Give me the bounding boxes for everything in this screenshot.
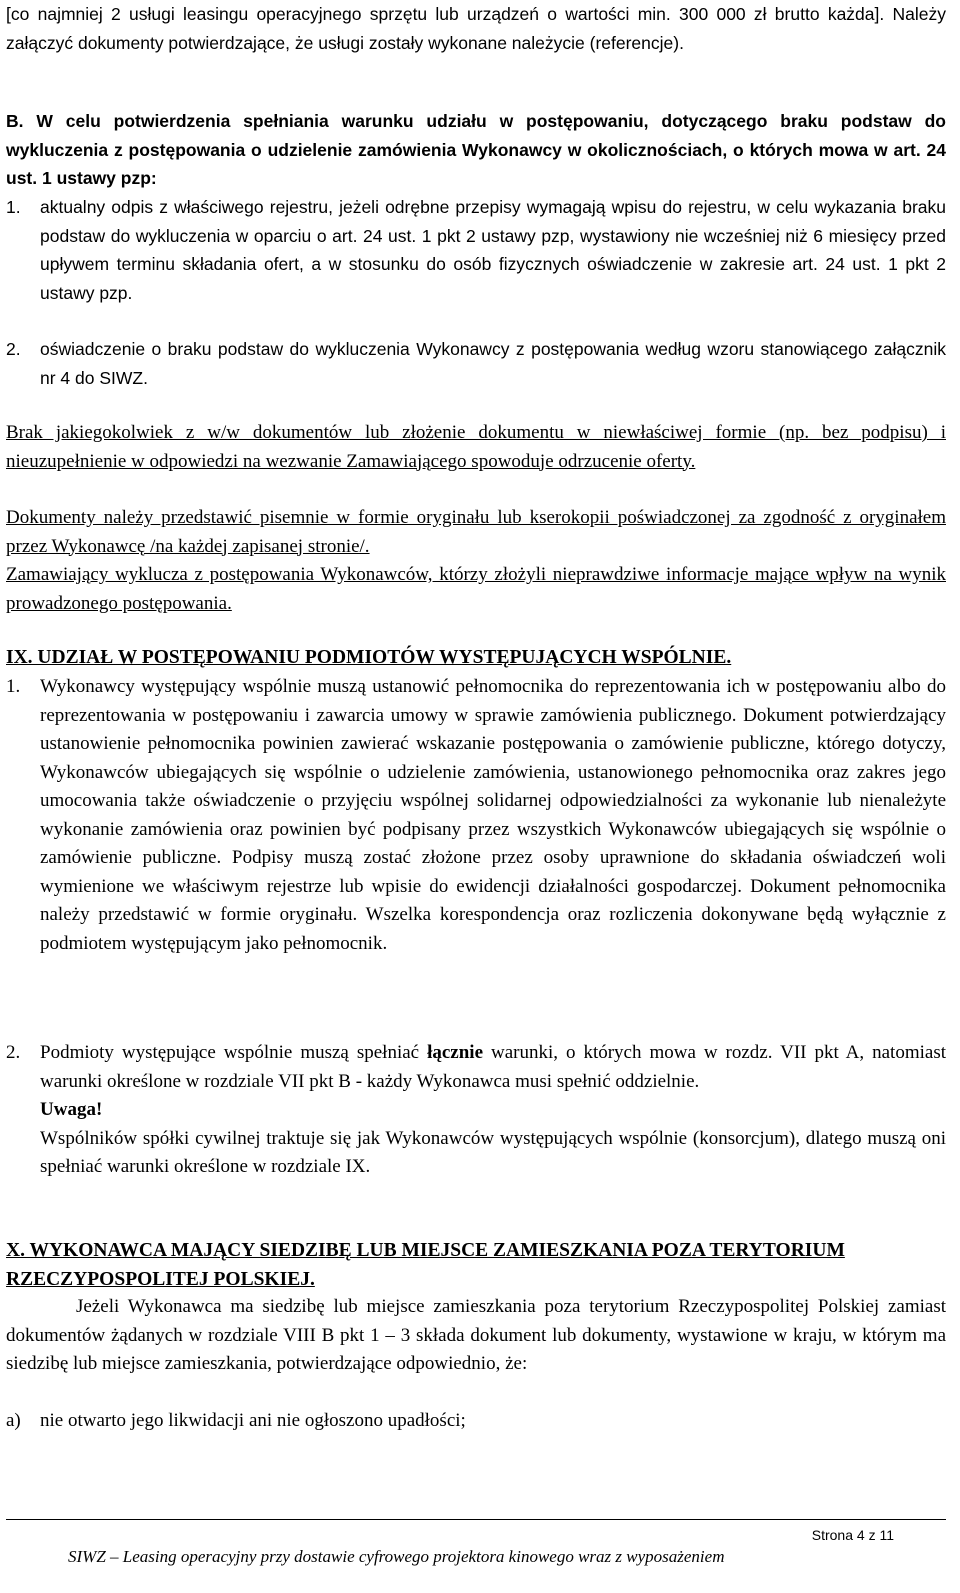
section-ix-item-2-text	[40, 1039, 946, 1096]
section-x-paragraph: Jeżeli Wykonawca ma siedzibę lub miejsce zamieszkania poza terytorium Rzeczypospolitej Polskiej zamiast dokumentów żądanych w rozdziale VIII B pkt 1 – 3 składa dokument lub dokumenty, wystawione w kraju, w którym ma siedzibę lub miejsce zamieszkania, potwierdzające odpowiednio, że:	[6, 1296, 946, 1374]
section-b-item-2-number: 2.	[6, 339, 21, 359]
top-paragraph: [co najmniej 2 usługi leasingu operacyjnego sprzętu lub urządzeń o wartości min. 300 000 zł brutto każda]. Należy załączyć dokumenty potwierdzające, że usługi zostały wykonane należycie (referencje).	[6, 4, 946, 53]
page-number: Strona 4 z 11	[811, 1527, 894, 1543]
warning-text: Wspólników spółki cywilnej traktuje się jak Wykonawców występujących wspólnie (konsorcjum), dlatego muszą oni spełniać warunki określone w rozdziale IX.	[40, 1127, 946, 1177]
section-b-item-1-text: aktualny odpis z właściwego rejestru, jeżeli odrębne przepisy wymagają wpisu do rejestru, w celu wykazania braku podstaw do wykluczenia w oparciu o art. 24 ust. 1 pkt 2 ustawy pzp, wystawiony nie wcześniej niż 6 miesięcy przed upływem terminu składania ofert, a w stosunku do osób fizycznych oświadczenie w zakresie art. 24 ust. 1 pkt 2 ustawy pzp.	[40, 197, 946, 303]
footer-title: SIWZ – Leasing operacyjny przy dostawie cyfrowego projektora kinowego wraz z wyposażeniem	[68, 1547, 725, 1566]
section-x-heading: X. WYKONAWCA MAJĄCY SIEDZIBĘ LUB MIEJSCE ZAMIESZKANIA POZA TERYTORIUM RZECZYPOSPOLITEJ POLSKIEJ.	[6, 1240, 845, 1290]
section-ix-item-2-number: 2.	[6, 1042, 21, 1063]
section-ix-item-1-text: Wykonawcy występujący wspólnie muszą ustanowić pełnomocnika do reprezentowania ich w postępowaniu albo do reprezentowania w postępowaniu i zawarcia umowy w sprawie zamówienia publicznego. Dokument potwierdzający ustanowienie pełnomocnika powinien zawierać wskazanie postępowania o zamówienie publiczne, którego dotyczy, Wykonawców ubiegających się wspólnie o udzielenie zamówienia, ustanowionego pełnomocnika oraz zakres jego umocowania także oświadczenie o przyjęciu wspólnej solidarnej odpowiedzialności za wykonanie lub nienależyte wykonanie zamówienia oraz powinien być podpisany przez wszystkich Wykonawców ubiegających się wspólnie o zamówienie publiczne. Podpisy muszą zostać złożone przez osoby uprawnione do składania oświadczeń woli wymienione we właściwym rejestrze lub wpisie do ewidencji działalności gospodarczej. Dokument pełnomocnika należy przedstawić w formie oryginału. Wszelka korespondencja oraz rozliczenia dokonywane będą wyłącznie z podmiotem występującym jako pełnomocnik.	[40, 676, 946, 954]
section-ix-item-2-text-before: Podmioty występujące wspólnie muszą spełniać	[40, 1042, 428, 1063]
footer-divider	[6, 1519, 946, 1520]
section-b-item-2-text: oświadczenie o braku podstaw do wykluczenia Wykonawcy z postępowania według wzoru stanowiącego załącznik nr 4 do SIWZ.	[40, 339, 946, 388]
section-ix-item-2-bold: łącznie	[427, 1042, 484, 1063]
section-ix-item-2-text-after: warunki, o których mowa w rozdz. VII pkt A, natomiast warunki określone w rozdziale VII pkt B - każdy Wykonawca musi spełnić oddzielnie.	[40, 1042, 946, 1092]
section-b-item-1-number: 1.	[6, 197, 21, 217]
section-ix-item-2	[6, 1039, 946, 1182]
section-b	[6, 107, 946, 193]
section-ix-heading: IX. UDZIAŁ W POSTĘPOWANIU PODMIOTÓW WYSTĘPUJĄCYCH WSPÓLNIE.	[6, 647, 732, 668]
note-document-form: Dokumenty należy przedstawić pisemnie w formie oryginału lub kserokopii poświadczonej za zgodność z oryginałem przez Wykonawcę /na każdej zapisanej stronie/.	[6, 507, 946, 557]
section-x-item-a	[6, 1407, 946, 1436]
note-exclusion: Zamawiający wyklucza z postępowania Wykonawców, którzy złożyli nieprawdziwe informacje mające wpływ na wynik prowadzonego postępowania.	[6, 564, 946, 614]
note-missing-documents: Brak jakiegokolwiek z w/w dokumentów lub złożenie dokumentu w niewłaściwej formie (np. bez podpisu) i nieuzupełnienie w odpowiedzi na wezwanie Zamawiającego spowoduje odrzucenie oferty.	[6, 422, 946, 472]
section-x-item-a-label: a)	[6, 1410, 21, 1431]
warning-label: Uwaga!	[40, 1099, 103, 1120]
section-b-label: B.	[6, 111, 24, 131]
section-b-item-1	[6, 193, 946, 307]
section-x-item-a-text: nie otwarto jego likwidacji ani nie ogłoszono upadłości;	[40, 1410, 466, 1431]
section-b-heading: W celu potwierdzenia spełniania warunku udziału w postępowaniu, dotyczącego braku podstaw do wykluczenia z postępowania o udzielenie zamówienia Wykonawcy w okolicznościach, o których mowa w art. 24 ust. 1 ustawy pzp:	[6, 111, 946, 188]
section-ix-item-1	[6, 673, 946, 958]
section-b-heading-block	[6, 107, 946, 193]
section-b-item-2	[6, 335, 946, 392]
section-ix-item-1-number: 1.	[6, 676, 21, 697]
